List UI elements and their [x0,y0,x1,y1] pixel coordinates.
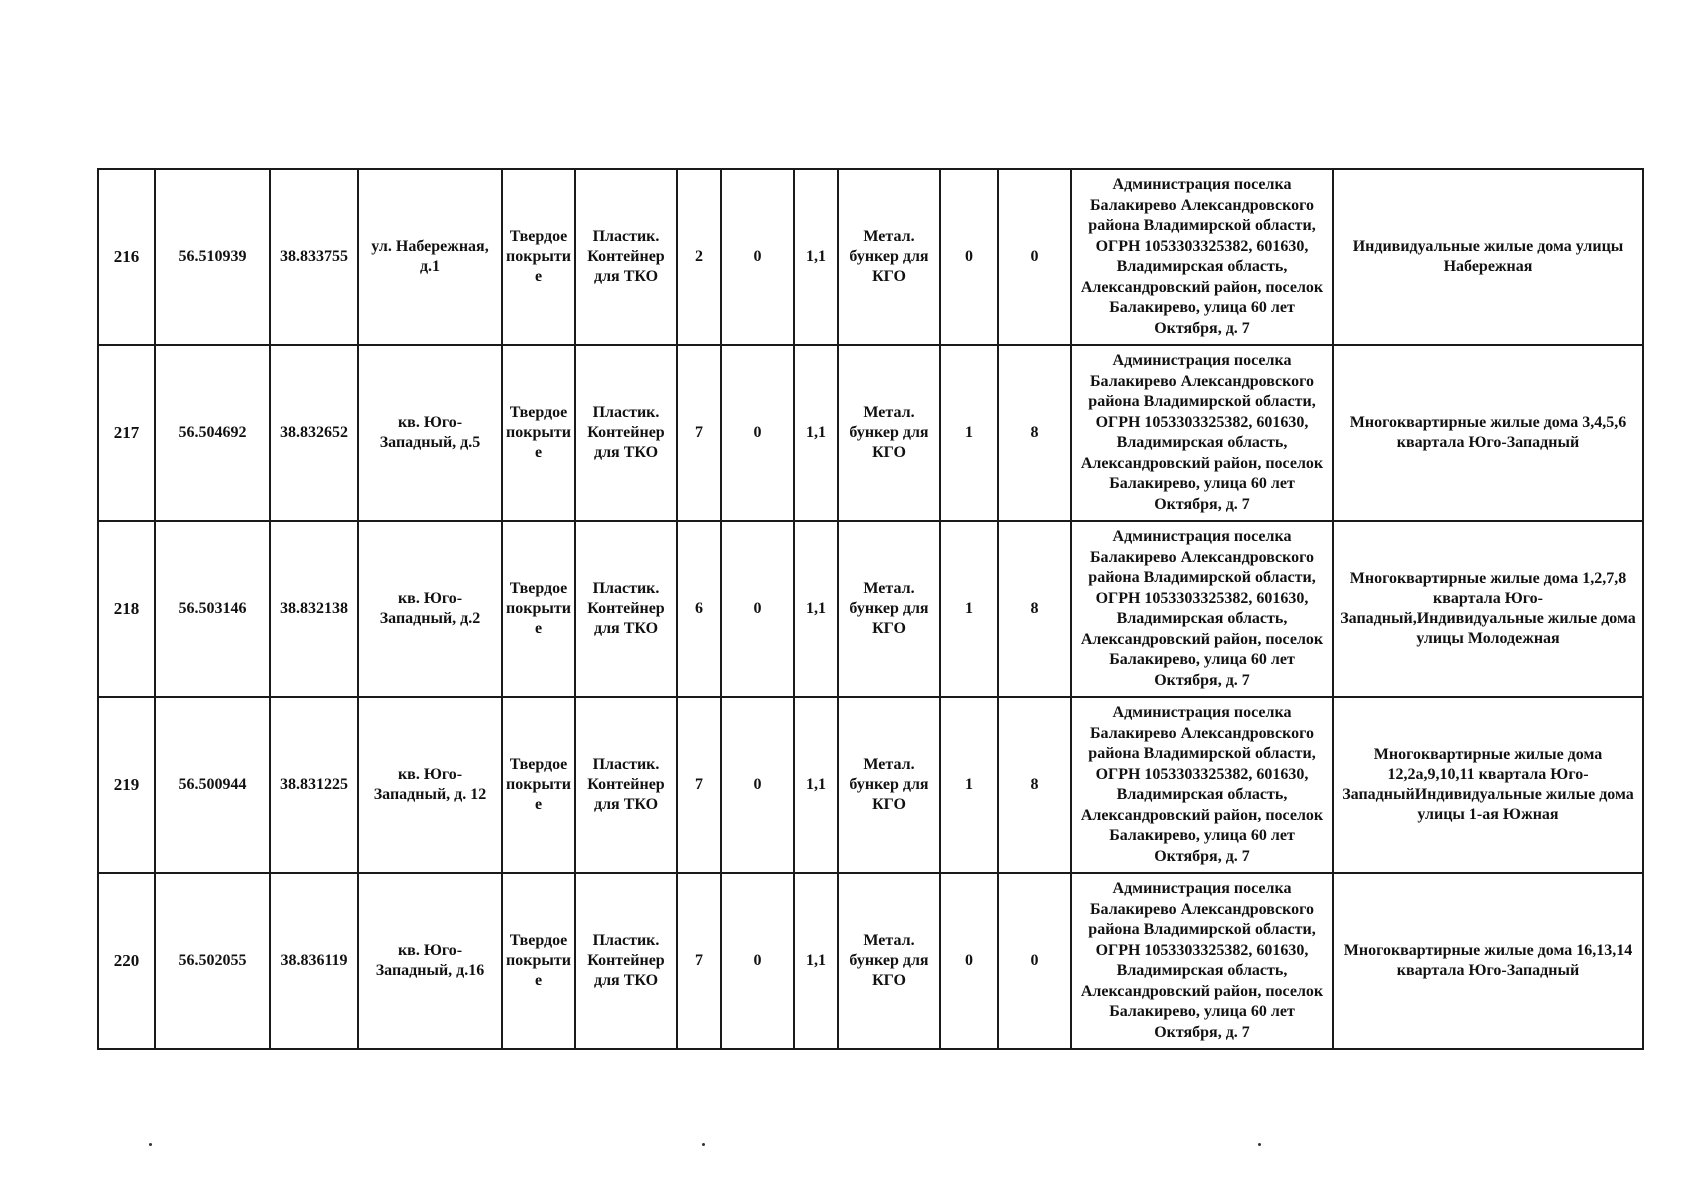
container-volume: 1,1 [794,345,838,521]
bunker-type: Метал. бункер для КГО [838,873,940,1049]
container-count: 2 [677,169,721,345]
longitude: 38.833755 [270,169,358,345]
longitude: 38.832652 [270,345,358,521]
surface-type: Твердое покрытие [502,521,575,697]
container-count: 7 [677,345,721,521]
bunker-volume: 8 [998,697,1071,873]
site-address: кв. Юго-Западный, д. 12 [358,697,502,873]
scan-speck [702,1143,705,1146]
container-count: 7 [677,873,721,1049]
bunker-type: Метал. бункер для КГО [838,697,940,873]
site-address: кв. Юго-Западный, д.16 [358,873,502,1049]
bunker-count: 0 [940,169,998,345]
bunker-count: 1 [940,697,998,873]
row-number: 220 [98,873,155,1049]
container-volume: 1,1 [794,169,838,345]
bunker-count: 0 [940,873,998,1049]
site-address: ул. Набережная, д.1 [358,169,502,345]
container-type: Пластик. Контейнер для ТКО [575,169,677,345]
latitude: 56.502055 [155,873,270,1049]
container-type: Пластик. Контейнер для ТКО [575,521,677,697]
planned-count: 0 [721,169,794,345]
surface-type: Твердое покрытие [502,345,575,521]
longitude: 38.831225 [270,697,358,873]
container-type: Пластик. Контейнер для ТКО [575,345,677,521]
bunker-volume: 0 [998,873,1071,1049]
bunker-type: Метал. бункер для КГО [838,345,940,521]
table-row [98,697,1643,873]
scan-speck [149,1143,152,1146]
table-row [98,169,1643,345]
waste-source: Многоквартирные жилые дома 1,2,7,8 квартала Юго-Западный,Индивидуальные жилые дома улицы Молодежная [1333,521,1643,697]
latitude: 56.510939 [155,169,270,345]
surface-type: Твердое покрытие [502,873,575,1049]
bunker-count: 1 [940,345,998,521]
bunker-type: Метал. бункер для КГО [838,169,940,345]
bunker-count: 1 [940,521,998,697]
scan-speck [1258,1143,1261,1146]
planned-count: 0 [721,521,794,697]
surface-type: Твердое покрытие [502,697,575,873]
bunker-volume: 8 [998,345,1071,521]
planned-count: 0 [721,345,794,521]
waste-sites-table [97,168,1644,1050]
site-owner: Администрация поселка Балакирево Александровского района Владимирской области, ОГРН 1053303325382, 601630, Владимирская область, Александровский район, поселок Балакирево, улица 60 лет Октября, д. 7 [1071,521,1333,697]
latitude: 56.503146 [155,521,270,697]
longitude: 38.832138 [270,521,358,697]
waste-source: Многоквартирные жилые дома 16,13,14 квартала Юго-Западный [1333,873,1643,1049]
longitude: 38.836119 [270,873,358,1049]
container-type: Пластик. Контейнер для ТКО [575,873,677,1049]
site-address: кв. Юго-Западный, д.5 [358,345,502,521]
row-number: 216 [98,169,155,345]
row-number: 217 [98,345,155,521]
container-count: 6 [677,521,721,697]
site-owner: Администрация поселка Балакирево Александровского района Владимирской области, ОГРН 1053303325382, 601630, Владимирская область, Александровский район, поселок Балакирево, улица 60 лет Октября, д. 7 [1071,697,1333,873]
table-row [98,873,1643,1049]
container-volume: 1,1 [794,873,838,1049]
bunker-volume: 8 [998,521,1071,697]
latitude: 56.504692 [155,345,270,521]
planned-count: 0 [721,873,794,1049]
site-owner: Администрация поселка Балакирево Александровского района Владимирской области, ОГРН 1053303325382, 601630, Владимирская область, Александровский район, поселок Балакирево, улица 60 лет Октября, д. 7 [1071,873,1333,1049]
site-address: кв. Юго-Западный, д.2 [358,521,502,697]
table-row [98,345,1643,521]
planned-count: 0 [721,697,794,873]
table-row [98,521,1643,697]
waste-source: Многоквартирные жилые дома 3,4,5,6 квартала Юго-Западный [1333,345,1643,521]
bunker-volume: 0 [998,169,1071,345]
container-volume: 1,1 [794,697,838,873]
site-owner: Администрация поселка Балакирево Александровского района Владимирской области, ОГРН 1053303325382, 601630, Владимирская область, Александровский район, поселок Балакирево, улица 60 лет Октября, д. 7 [1071,169,1333,345]
bunker-type: Метал. бункер для КГО [838,521,940,697]
surface-type: Твердое покрытие [502,169,575,345]
container-count: 7 [677,697,721,873]
container-volume: 1,1 [794,521,838,697]
row-number: 218 [98,521,155,697]
waste-source: Индивидуальные жилые дома улицы Набережная [1333,169,1643,345]
site-owner: Администрация поселка Балакирево Александровского района Владимирской области, ОГРН 1053303325382, 601630, Владимирская область, Александровский район, поселок Балакирево, улица 60 лет Октября, д. 7 [1071,345,1333,521]
container-type: Пластик. Контейнер для ТКО [575,697,677,873]
row-number: 219 [98,697,155,873]
latitude: 56.500944 [155,697,270,873]
waste-source: Многоквартирные жилые дома 12,2а,9,10,11 квартала Юго-ЗападныйИндивидуальные жилые дома улицы 1-ая Южная [1333,697,1643,873]
